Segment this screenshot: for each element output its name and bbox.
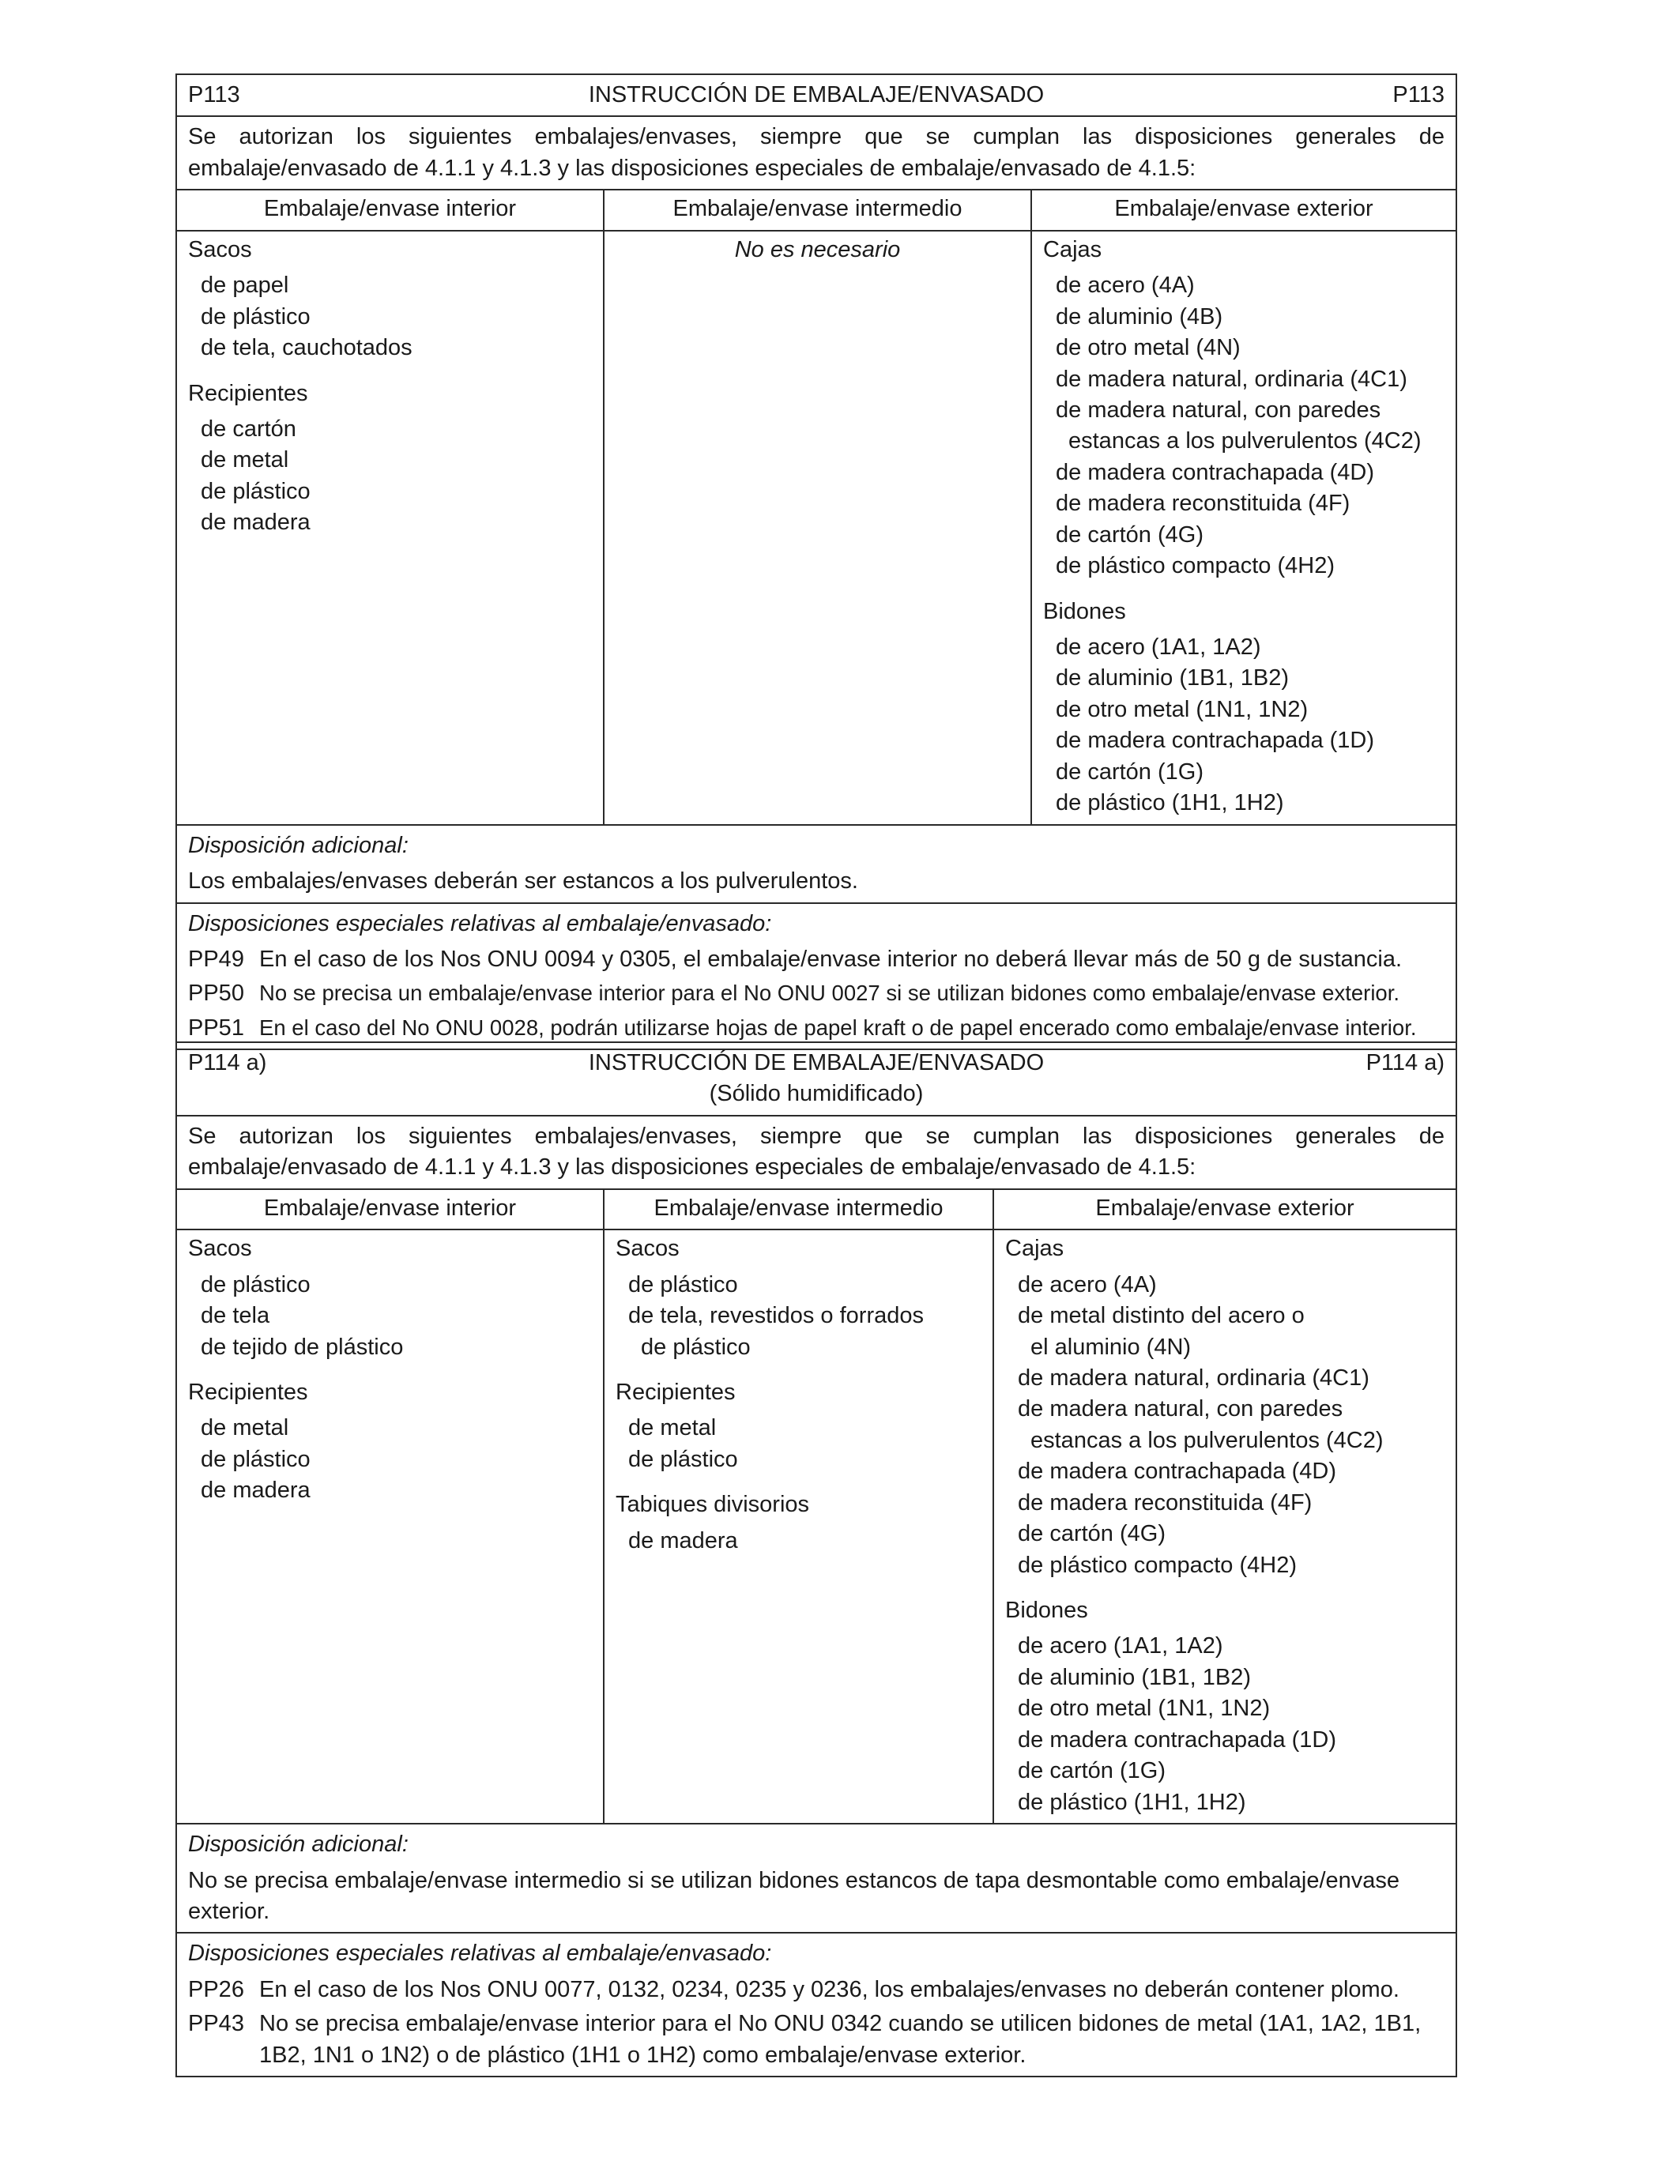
list-item: de madera natural, ordinaria (4C1) bbox=[1056, 366, 1407, 392]
list-item-line: de madera natural, con paredes bbox=[1056, 397, 1381, 423]
group-title: Cajas bbox=[1043, 236, 1102, 262]
special-provision-text: En el caso del No ONU 0028, podrán utilizarse hojas de papel kraft o de papel encerado como embalaje/envase interior. bbox=[259, 1015, 1417, 1040]
p114a-inner-group-recipientes bbox=[188, 1377, 592, 1507]
list-item: de cartón (4G) bbox=[1018, 1521, 1166, 1547]
list-item-continuation: el aluminio (4N) bbox=[1030, 1334, 1192, 1360]
p113-title: INSTRUCCIÓN DE EMBALAJE/ENVASADO bbox=[588, 82, 1045, 107]
p113-code-left: P113 bbox=[188, 82, 240, 107]
list-item: de aluminio (1B1, 1B2) bbox=[1056, 665, 1289, 691]
p114a-special-row bbox=[177, 1934, 1456, 2076]
list-item-line: de madera natural, con paredes bbox=[1018, 1396, 1343, 1422]
list-item: de cartón (1G) bbox=[1018, 1758, 1166, 1784]
special-provision bbox=[188, 2009, 1445, 2071]
p113-additional-title: Disposición adicional: bbox=[188, 832, 409, 858]
list-item: de madera bbox=[628, 1527, 738, 1553]
special-provision-code: PP51 bbox=[188, 1015, 244, 1041]
p113-header-row bbox=[177, 190, 1456, 231]
group-title: Recipientes bbox=[188, 380, 308, 406]
special-provision bbox=[188, 1013, 1445, 1044]
group-title: Sacos bbox=[188, 236, 252, 262]
list-item: de cartón bbox=[201, 416, 296, 442]
special-provision-code: PP49 bbox=[188, 946, 244, 972]
list-item: de plástico compacto (4H2) bbox=[1056, 553, 1335, 579]
p114a-header-row bbox=[177, 1190, 1456, 1230]
list-item: de acero (4A) bbox=[1018, 1271, 1157, 1297]
group-title: Cajas bbox=[1005, 1236, 1064, 1262]
list-item: de madera bbox=[201, 510, 311, 536]
list-item-line: de tela, revestidos o forrados bbox=[628, 1303, 924, 1329]
group-title: Bidones bbox=[1043, 598, 1126, 624]
list-item: de plástico bbox=[201, 478, 311, 504]
list-item: de tela, cauchotados bbox=[201, 335, 412, 361]
p114a-intro: Se autorizan los siguientes embalajes/envases, siempre que se cumplan las disposiciones generales de embalaje/envasado de 4.1.1 y 4.1.3 y las disposiciones especiales de embalaje/envasado de 4.1.5: bbox=[177, 1116, 1456, 1190]
p113-header-outer: Embalaje/envase exterior bbox=[1114, 196, 1373, 222]
list-item-line: de metal distinto del acero o bbox=[1018, 1303, 1305, 1329]
group-title: Bidones bbox=[1005, 1598, 1088, 1623]
list-item: de acero (1A1, 1A2) bbox=[1056, 634, 1261, 660]
special-provision-text: No se precisa un embalaje/envase interior para el No ONU 0027 si se utilizan bidones como embalaje/envase exterior. bbox=[259, 981, 1399, 1006]
list-item: de madera reconstituida (4F) bbox=[1018, 1489, 1313, 1516]
list-item: de aluminio (1B1, 1B2) bbox=[1018, 1664, 1251, 1690]
p114a-intermediate-group-recipientes bbox=[616, 1377, 981, 1475]
list-item: de acero (1A1, 1A2) bbox=[1018, 1633, 1223, 1659]
list-item: de tela bbox=[201, 1303, 270, 1329]
p113-additional-row bbox=[177, 826, 1456, 904]
special-provision bbox=[188, 944, 1445, 975]
special-provision-text: En el caso de los Nos ONU 0077, 0132, 0234, 0235 y 0236, los embalajes/envases no deberán contener plomo. bbox=[259, 1976, 1399, 2002]
p114a-outer-group-cajas bbox=[1005, 1233, 1445, 1581]
p113-header-inner: Embalaje/envase interior bbox=[177, 190, 605, 229]
list-item: de plástico (1H1, 1H2) bbox=[1018, 1789, 1246, 1815]
list-item: de tejido de plástico bbox=[201, 1334, 404, 1360]
p114a-title: INSTRUCCIÓN DE EMBALAJE/ENVASADO bbox=[588, 1050, 1045, 1075]
list-item: de papel bbox=[201, 273, 289, 299]
list-item: de plástico bbox=[628, 1271, 738, 1297]
p114a-header-outer: Embalaje/envase exterior bbox=[1095, 1195, 1354, 1221]
list-item: de plástico bbox=[201, 1446, 311, 1472]
special-provision bbox=[188, 978, 1445, 1009]
list-item: de plástico (1H1, 1H2) bbox=[1056, 790, 1284, 816]
group-title: Recipientes bbox=[188, 1379, 308, 1405]
p113-outer-col bbox=[1032, 232, 1456, 824]
list-item: de otro metal (1N1, 1N2) bbox=[1056, 696, 1309, 722]
list-item bbox=[1005, 1301, 1445, 1363]
special-provision bbox=[188, 1975, 1445, 2005]
p113-intermediate-text: No es necesario bbox=[734, 236, 901, 262]
p114a-title-block bbox=[346, 1048, 1286, 1110]
p114a-inner-group-sacos bbox=[188, 1233, 592, 1363]
p113-outer-group-cajas bbox=[1043, 235, 1445, 582]
list-item: de cartón (1G) bbox=[1056, 759, 1203, 785]
list-item: de madera contrachapada (4D) bbox=[1056, 459, 1375, 485]
p114a-subtitle: (Sólido humidificado) bbox=[709, 1081, 924, 1107]
special-provision-text: En el caso de los Nos ONU 0094 y 0305, el embalaje/envase interior no deberá llevar más de 50 g de sustancia. bbox=[259, 946, 1403, 972]
list-item: de otro metal (4N) bbox=[1056, 335, 1241, 361]
p113-table bbox=[175, 73, 1457, 1050]
p114a-content-row bbox=[177, 1230, 1456, 1824]
group-title: Sacos bbox=[188, 1236, 252, 1262]
p114a-intermediate-col bbox=[605, 1230, 994, 1823]
p114a-inner-col bbox=[177, 1230, 605, 1823]
p113-additional-text: Los embalajes/envases deberán ser estancos a los pulverulentos. bbox=[188, 868, 858, 894]
list-item: de acero (4A) bbox=[1056, 273, 1195, 299]
p114a-intermediate-group-tabiques bbox=[616, 1489, 981, 1557]
group-title: Recipientes bbox=[616, 1379, 736, 1405]
list-item: de madera contrachapada (1D) bbox=[1056, 728, 1375, 754]
list-item bbox=[616, 1301, 981, 1363]
p113-inner-group-recipientes bbox=[188, 378, 592, 539]
group-title: Sacos bbox=[616, 1236, 680, 1262]
list-item: de madera bbox=[201, 1478, 311, 1504]
p114a-header-inner: Embalaje/envase interior bbox=[177, 1190, 605, 1229]
p113-intro: Se autorizan los siguientes embalajes/envases, siempre que se cumplan las disposiciones generales de embalaje/envasado de 4.1.1 y 4.1.3 y las disposiciones especiales de embalaje/envasado de 4.1.5: bbox=[177, 117, 1456, 190]
p113-outer-group-bidones bbox=[1043, 597, 1445, 819]
p114a-code-left: P114 a) bbox=[188, 1050, 267, 1075]
list-item: de metal bbox=[201, 447, 289, 473]
p113-inner-col bbox=[177, 232, 605, 824]
list-item-continuation: estancas a los pulverulentos (4C2) bbox=[1068, 428, 1422, 454]
list-item: de plástico compacto (4H2) bbox=[1018, 1552, 1297, 1578]
list-item: de aluminio (4B) bbox=[1056, 303, 1223, 329]
p113-code-right: P113 bbox=[1392, 82, 1445, 107]
list-item: de otro metal (1N1, 1N2) bbox=[1018, 1696, 1271, 1722]
p114a-additional-text: No se precisa embalaje/envase intermedio si se utilizan bidones estancos de tapa desmontable como embalaje/envase exterior. bbox=[188, 1867, 1400, 1924]
list-item-continuation: de plástico bbox=[641, 1334, 751, 1360]
p114a-code-right: P114 a) bbox=[1365, 1050, 1445, 1075]
special-provision-code: PP50 bbox=[188, 981, 244, 1007]
list-item: de cartón (4G) bbox=[1056, 522, 1203, 548]
p113-inner-group-sacos bbox=[188, 235, 592, 364]
p113-special-row bbox=[177, 904, 1456, 1049]
list-item: de plástico bbox=[201, 1271, 311, 1297]
list-item bbox=[1005, 1394, 1445, 1456]
p113-special-title: Disposiciones especiales relativas al embalaje/envasado: bbox=[188, 910, 772, 936]
list-item bbox=[1043, 395, 1445, 458]
p113-content-row bbox=[177, 232, 1456, 826]
p114a-title-row bbox=[177, 1043, 1456, 1116]
p114a-outer-group-bidones bbox=[1005, 1595, 1445, 1818]
p113-header-intermediate: Embalaje/envase intermedio bbox=[605, 190, 1032, 229]
special-provision-text: No se precisa embalaje/envase interior para el No ONU 0342 cuando se utilicen bidones de metal (1A1, 1A2, 1B1, 1B2, 1N1 o 1N2) o de plástico (1H1 o 1H2) como embalaje/envase exterior. bbox=[259, 2011, 1422, 2068]
list-item: de madera reconstituida (4F) bbox=[1056, 491, 1350, 517]
p114a-header-intermediate: Embalaje/envase intermedio bbox=[605, 1190, 994, 1229]
p113-title-row bbox=[177, 75, 1456, 117]
list-item: de madera natural, ordinaria (4C1) bbox=[1018, 1365, 1369, 1391]
list-item-continuation: estancas a los pulverulentos (4C2) bbox=[1030, 1427, 1384, 1453]
list-item: de metal bbox=[628, 1415, 717, 1441]
special-provision-code: PP43 bbox=[188, 2011, 244, 2037]
group-title: Tabiques divisorios bbox=[616, 1492, 810, 1518]
list-item: de metal bbox=[201, 1415, 289, 1441]
p114a-additional-title: Disposición adicional: bbox=[188, 1832, 409, 1858]
list-item: de plástico bbox=[628, 1446, 738, 1472]
list-item: de madera contrachapada (4D) bbox=[1018, 1459, 1337, 1485]
p113-intermediate-col bbox=[605, 232, 1032, 824]
special-provision-code: PP26 bbox=[188, 1976, 244, 2002]
p114a-outer-col bbox=[994, 1230, 1456, 1823]
p114a-intermediate-group-sacos bbox=[616, 1233, 981, 1363]
list-item: de plástico bbox=[201, 303, 311, 329]
list-item: de madera contrachapada (1D) bbox=[1018, 1726, 1337, 1753]
p114a-table bbox=[175, 1041, 1457, 2077]
p114a-special-title: Disposiciones especiales relativas al embalaje/envasado: bbox=[188, 1941, 772, 1967]
p114a-additional-row bbox=[177, 1824, 1456, 1934]
